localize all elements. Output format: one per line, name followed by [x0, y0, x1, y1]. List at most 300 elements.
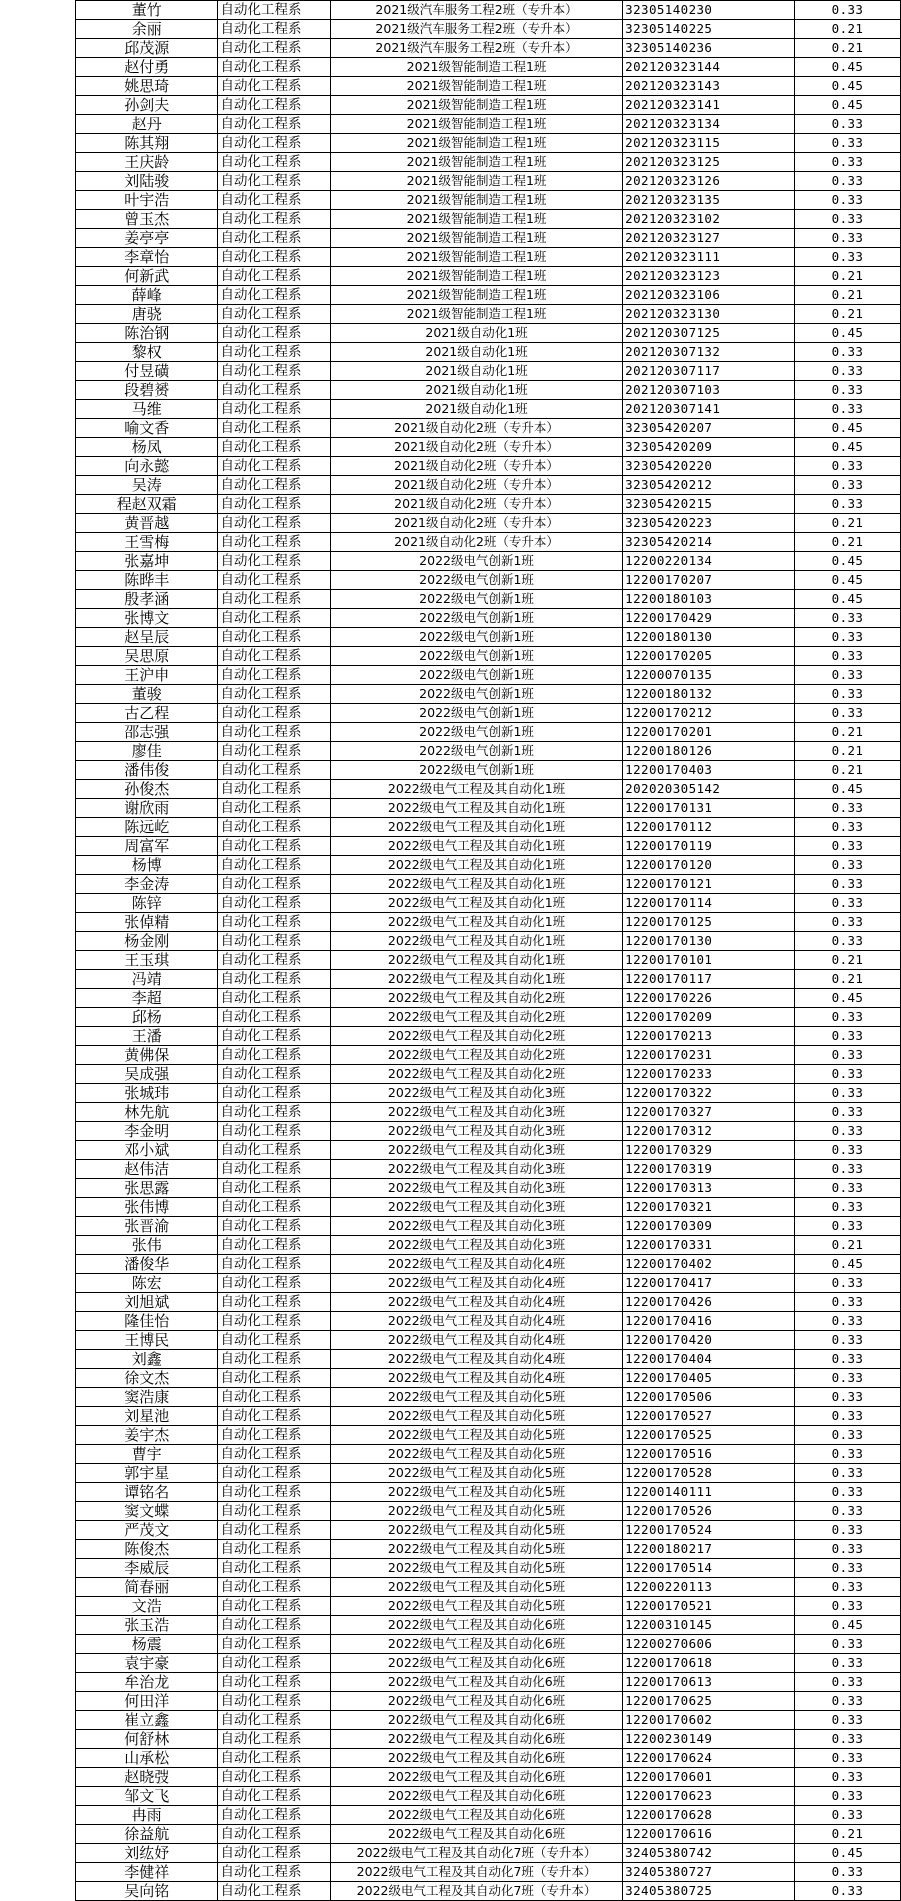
- score-cell: 0.33: [795, 1141, 901, 1160]
- name-cell: 陈治钢: [76, 324, 218, 343]
- student-id-cell: 12200170322: [623, 1084, 795, 1103]
- name-cell: 张伟: [76, 1236, 218, 1255]
- score-cell: 0.33: [795, 1179, 901, 1198]
- name-cell: 杨震: [76, 1635, 218, 1654]
- class-cell: 2022级电气工程及其自动化5班: [330, 1483, 622, 1502]
- name-cell: 赵付勇: [76, 58, 218, 77]
- score-cell: 0.33: [795, 1863, 901, 1882]
- table-row: [76, 1673, 901, 1692]
- score-cell: 0.33: [795, 1673, 901, 1692]
- table-row: [76, 704, 901, 723]
- table-row: [76, 1046, 901, 1065]
- score-cell: 0.33: [795, 1, 901, 20]
- name-cell: 严茂文: [76, 1521, 218, 1540]
- student-id-cell: 12200170331: [623, 1236, 795, 1255]
- name-cell: 何田洋: [76, 1692, 218, 1711]
- department-cell: 自动化工程系: [218, 970, 330, 989]
- student-id-cell: 12200220113: [623, 1578, 795, 1597]
- score-cell: 0.33: [795, 1882, 901, 1901]
- table-row: [76, 780, 901, 799]
- class-cell: 2022级电气工程及其自动化5班: [330, 1407, 622, 1426]
- class-cell: 2022级电气创新1班: [330, 552, 622, 571]
- score-cell: 0.33: [795, 856, 901, 875]
- name-cell: 李金明: [76, 1122, 218, 1141]
- name-cell: 喻文香: [76, 419, 218, 438]
- student-id-cell: 202120323141: [623, 96, 795, 115]
- class-cell: 2021级智能制造工程1班: [330, 96, 622, 115]
- student-id-cell: 202120307132: [623, 343, 795, 362]
- department-cell: 自动化工程系: [218, 1882, 330, 1901]
- score-cell: 0.21: [795, 723, 901, 742]
- department-cell: 自动化工程系: [218, 400, 330, 419]
- student-id-cell: 12200170403: [623, 761, 795, 780]
- table-row: [76, 1806, 901, 1825]
- name-cell: 邱茂源: [76, 39, 218, 58]
- score-cell: 0.33: [795, 1198, 901, 1217]
- score-cell: 0.33: [795, 1597, 901, 1616]
- class-cell: 2021级自动化1班: [330, 400, 622, 419]
- department-cell: 自动化工程系: [218, 495, 330, 514]
- student-id-cell: 32305420209: [623, 438, 795, 457]
- department-cell: 自动化工程系: [218, 799, 330, 818]
- department-cell: 自动化工程系: [218, 514, 330, 533]
- student-id-cell: 202120307141: [623, 400, 795, 419]
- class-cell: 2022级电气创新1班: [330, 742, 622, 761]
- class-cell: 2022级电气工程及其自动化3班: [330, 1236, 622, 1255]
- student-id-cell: 12200170526: [623, 1502, 795, 1521]
- department-cell: 自动化工程系: [218, 476, 330, 495]
- score-cell: 0.45: [795, 324, 901, 343]
- student-id-cell: 12200170528: [623, 1464, 795, 1483]
- table-row: [76, 1749, 901, 1768]
- department-cell: 自动化工程系: [218, 248, 330, 267]
- table-row: [76, 457, 901, 476]
- score-cell: 0.33: [795, 894, 901, 913]
- student-id-cell: 12200170131: [623, 799, 795, 818]
- name-cell: 张城玮: [76, 1084, 218, 1103]
- table-row: [76, 609, 901, 628]
- student-id-cell: 32305140230: [623, 1, 795, 20]
- table-row: [76, 1160, 901, 1179]
- department-cell: 自动化工程系: [218, 1654, 330, 1673]
- score-cell: 0.33: [795, 1654, 901, 1673]
- department-cell: 自动化工程系: [218, 1198, 330, 1217]
- name-cell: 牟治龙: [76, 1673, 218, 1692]
- student-id-cell: 202120323111: [623, 248, 795, 267]
- name-cell: 何新武: [76, 267, 218, 286]
- table-row: [76, 723, 901, 742]
- table-row: [76, 1483, 901, 1502]
- student-id-cell: 12200170120: [623, 856, 795, 875]
- class-cell: 2022级电气创新1班: [330, 704, 622, 723]
- department-cell: 自动化工程系: [218, 647, 330, 666]
- table-row: [76, 1578, 901, 1597]
- class-cell: 2021级自动化2班（专升本）: [330, 476, 622, 495]
- score-cell: 0.33: [795, 1540, 901, 1559]
- table-row: [76, 1711, 901, 1730]
- student-id-cell: 12200170101: [623, 951, 795, 970]
- student-id-cell: 202120323143: [623, 77, 795, 96]
- table-row: [76, 172, 901, 191]
- score-cell: 0.33: [795, 685, 901, 704]
- table-row: [76, 324, 901, 343]
- score-cell: 0.33: [795, 210, 901, 229]
- score-cell: 0.33: [795, 704, 901, 723]
- student-id-cell: 12200170601: [623, 1768, 795, 1787]
- class-cell: 2022级电气工程及其自动化2班: [330, 1046, 622, 1065]
- table-row: [76, 1, 901, 20]
- student-id-cell: 202120323125: [623, 153, 795, 172]
- student-id-cell: 12200170514: [623, 1559, 795, 1578]
- class-cell: 2021级智能制造工程1班: [330, 305, 622, 324]
- department-cell: 自动化工程系: [218, 1616, 330, 1635]
- department-cell: 自动化工程系: [218, 1274, 330, 1293]
- score-cell: 0.33: [795, 1445, 901, 1464]
- class-cell: 2021级智能制造工程1班: [330, 77, 622, 96]
- student-id-cell: 32305420215: [623, 495, 795, 514]
- score-cell: 0.33: [795, 1483, 901, 1502]
- class-cell: 2022级电气工程及其自动化5班: [330, 1388, 622, 1407]
- table-row: [76, 438, 901, 457]
- table-row: [76, 1692, 901, 1711]
- student-id-cell: 12200170524: [623, 1521, 795, 1540]
- table-row: [76, 1369, 901, 1388]
- table-row: [76, 495, 901, 514]
- department-cell: 自动化工程系: [218, 1122, 330, 1141]
- score-cell: 0.21: [795, 761, 901, 780]
- name-cell: 刘星池: [76, 1407, 218, 1426]
- score-cell: 0.33: [795, 932, 901, 951]
- score-cell: 0.33: [795, 1768, 901, 1787]
- department-cell: 自动化工程系: [218, 1445, 330, 1464]
- score-cell: 0.45: [795, 989, 901, 1008]
- department-cell: 自动化工程系: [218, 1350, 330, 1369]
- student-id-cell: 12200170114: [623, 894, 795, 913]
- student-id-cell: 12200170416: [623, 1312, 795, 1331]
- student-id-cell: 32405380727: [623, 1863, 795, 1882]
- department-cell: 自动化工程系: [218, 1635, 330, 1654]
- class-cell: 2022级电气工程及其自动化5班: [330, 1502, 622, 1521]
- department-cell: 自动化工程系: [218, 894, 330, 913]
- name-cell: 李章怡: [76, 248, 218, 267]
- score-cell: 0.33: [795, 1312, 901, 1331]
- table-row: [76, 1597, 901, 1616]
- student-id-cell: 202120323126: [623, 172, 795, 191]
- department-cell: 自动化工程系: [218, 381, 330, 400]
- name-cell: 吴向铭: [76, 1882, 218, 1901]
- class-cell: 2022级电气创新1班: [330, 761, 622, 780]
- class-cell: 2022级电气工程及其自动化6班: [330, 1768, 622, 1787]
- class-cell: 2022级电气创新1班: [330, 590, 622, 609]
- class-cell: 2022级电气工程及其自动化1班: [330, 799, 622, 818]
- student-id-cell: 12200170233: [623, 1065, 795, 1084]
- class-cell: 2021级自动化2班（专升本）: [330, 495, 622, 514]
- table-row: [76, 229, 901, 248]
- department-cell: 自动化工程系: [218, 723, 330, 742]
- score-cell: 0.33: [795, 1692, 901, 1711]
- student-id-cell: 202120323144: [623, 58, 795, 77]
- score-cell: 0.45: [795, 1844, 901, 1863]
- department-cell: 自动化工程系: [218, 609, 330, 628]
- student-id-cell: 32405380742: [623, 1844, 795, 1863]
- department-cell: 自动化工程系: [218, 1768, 330, 1787]
- department-cell: 自动化工程系: [218, 1597, 330, 1616]
- class-cell: 2021级自动化2班（专升本）: [330, 419, 622, 438]
- table-row: [76, 1464, 901, 1483]
- department-cell: 自动化工程系: [218, 343, 330, 362]
- class-cell: 2022级电气工程及其自动化4班: [330, 1331, 622, 1350]
- department-cell: 自动化工程系: [218, 1806, 330, 1825]
- department-cell: 自动化工程系: [218, 666, 330, 685]
- table-row: [76, 989, 901, 1008]
- score-cell: 0.45: [795, 419, 901, 438]
- name-cell: 黄晋越: [76, 514, 218, 533]
- student-id-cell: 32305420220: [623, 457, 795, 476]
- table-row: [76, 1008, 901, 1027]
- table-row: [76, 1844, 901, 1863]
- name-cell: 唐骁: [76, 305, 218, 324]
- score-cell: 0.33: [795, 1711, 901, 1730]
- name-cell: 陈远屹: [76, 818, 218, 837]
- department-cell: 自动化工程系: [218, 1312, 330, 1331]
- student-id-cell: 202120307117: [623, 362, 795, 381]
- name-cell: 赵伟洁: [76, 1160, 218, 1179]
- department-cell: 自动化工程系: [218, 742, 330, 761]
- department-cell: 自动化工程系: [218, 96, 330, 115]
- name-cell: 刘旭斌: [76, 1293, 218, 1312]
- name-cell: 张博文: [76, 609, 218, 628]
- class-cell: 2021级智能制造工程1班: [330, 248, 622, 267]
- name-cell: 邵志强: [76, 723, 218, 742]
- student-id-cell: 12200170623: [623, 1787, 795, 1806]
- score-cell: 0.33: [795, 476, 901, 495]
- table-row: [76, 153, 901, 172]
- name-cell: 山承松: [76, 1749, 218, 1768]
- class-cell: 2022级电气工程及其自动化7班（专升本）: [330, 1882, 622, 1901]
- class-cell: 2022级电气工程及其自动化3班: [330, 1141, 622, 1160]
- score-cell: 0.33: [795, 172, 901, 191]
- department-cell: 自动化工程系: [218, 191, 330, 210]
- name-cell: 黎权: [76, 343, 218, 362]
- score-cell: 0.33: [795, 1027, 901, 1046]
- student-id-cell: 12200170426: [623, 1293, 795, 1312]
- department-cell: 自动化工程系: [218, 1293, 330, 1312]
- table-row: [76, 533, 901, 552]
- student-id-cell: 12200170613: [623, 1673, 795, 1692]
- name-cell: 赵呈辰: [76, 628, 218, 647]
- name-cell: 简春丽: [76, 1578, 218, 1597]
- department-cell: 自动化工程系: [218, 1559, 330, 1578]
- department-cell: 自动化工程系: [218, 913, 330, 932]
- table-row: [76, 1730, 901, 1749]
- name-cell: 窦浩康: [76, 1388, 218, 1407]
- score-cell: 0.33: [795, 666, 901, 685]
- student-id-cell: 12200170313: [623, 1179, 795, 1198]
- class-cell: 2022级电气工程及其自动化1班: [330, 894, 622, 913]
- class-cell: 2022级电气工程及其自动化3班: [330, 1103, 622, 1122]
- name-cell: 冯靖: [76, 970, 218, 989]
- table-row: [76, 476, 901, 495]
- score-cell: 0.45: [795, 571, 901, 590]
- name-cell: 吴涛: [76, 476, 218, 495]
- student-id-cell: 202120307103: [623, 381, 795, 400]
- student-id-cell: 32305420223: [623, 514, 795, 533]
- score-cell: 0.33: [795, 1008, 901, 1027]
- table-row: [76, 1502, 901, 1521]
- table-row: [76, 913, 901, 932]
- department-cell: 自动化工程系: [218, 362, 330, 381]
- department-cell: 自动化工程系: [218, 210, 330, 229]
- student-id-cell: 12200270606: [623, 1635, 795, 1654]
- department-cell: 自动化工程系: [218, 1160, 330, 1179]
- name-cell: 陈宏: [76, 1274, 218, 1293]
- table-row: [76, 267, 901, 286]
- student-id-cell: 12200170516: [623, 1445, 795, 1464]
- class-cell: 2021级自动化2班（专升本）: [330, 438, 622, 457]
- score-cell: 0.33: [795, 799, 901, 818]
- name-cell: 王潘: [76, 1027, 218, 1046]
- name-cell: 马维: [76, 400, 218, 419]
- department-cell: 自动化工程系: [218, 1863, 330, 1882]
- name-cell: 殷孝涵: [76, 590, 218, 609]
- score-cell: 0.33: [795, 1559, 901, 1578]
- class-cell: 2021级汽车服务工程2班（专升本）: [330, 20, 622, 39]
- department-cell: 自动化工程系: [218, 685, 330, 704]
- score-cell: 0.33: [795, 1730, 901, 1749]
- name-cell: 谭铭名: [76, 1483, 218, 1502]
- class-cell: 2022级电气工程及其自动化6班: [330, 1673, 622, 1692]
- class-cell: 2022级电气工程及其自动化6班: [330, 1616, 622, 1635]
- class-cell: 2022级电气工程及其自动化1班: [330, 818, 622, 837]
- name-cell: 徐益航: [76, 1825, 218, 1844]
- department-cell: 自动化工程系: [218, 875, 330, 894]
- table-row: [76, 1065, 901, 1084]
- name-cell: 陈锌: [76, 894, 218, 913]
- name-cell: 杨博: [76, 856, 218, 875]
- student-id-cell: 12200170417: [623, 1274, 795, 1293]
- name-cell: 冉雨: [76, 1806, 218, 1825]
- name-cell: 姜宇杰: [76, 1426, 218, 1445]
- class-cell: 2022级电气工程及其自动化1班: [330, 913, 622, 932]
- table-row: [76, 191, 901, 210]
- table-row: [76, 1312, 901, 1331]
- class-cell: 2021级自动化2班（专升本）: [330, 457, 622, 476]
- name-cell: 吴成强: [76, 1065, 218, 1084]
- name-cell: 刘鑫: [76, 1350, 218, 1369]
- department-cell: 自动化工程系: [218, 1730, 330, 1749]
- student-id-cell: 202120323127: [623, 229, 795, 248]
- score-cell: 0.21: [795, 39, 901, 58]
- student-id-cell: 12200170119: [623, 837, 795, 856]
- department-cell: 自动化工程系: [218, 58, 330, 77]
- department-cell: 自动化工程系: [218, 856, 330, 875]
- class-cell: 2021级智能制造工程1班: [330, 286, 622, 305]
- table-row: [76, 39, 901, 58]
- class-cell: 2022级电气工程及其自动化6班: [330, 1730, 622, 1749]
- table-row: [76, 1521, 901, 1540]
- student-id-cell: 12200170112: [623, 818, 795, 837]
- department-cell: 自动化工程系: [218, 1844, 330, 1863]
- student-id-cell: 12200170525: [623, 1426, 795, 1445]
- table-row: [76, 343, 901, 362]
- student-id-cell: 12200170226: [623, 989, 795, 1008]
- table-row: [76, 1293, 901, 1312]
- department-cell: 自动化工程系: [218, 1578, 330, 1597]
- table-row: [76, 96, 901, 115]
- department-cell: 自动化工程系: [218, 1179, 330, 1198]
- department-cell: 自动化工程系: [218, 1521, 330, 1540]
- name-cell: 孙俊杰: [76, 780, 218, 799]
- score-cell: 0.33: [795, 647, 901, 666]
- class-cell: 2022级电气工程及其自动化7班（专升本）: [330, 1844, 622, 1863]
- table-row: [76, 951, 901, 970]
- table-row: [76, 1540, 901, 1559]
- department-cell: 自动化工程系: [218, 324, 330, 343]
- class-cell: 2022级电气工程及其自动化4班: [330, 1293, 622, 1312]
- student-id-cell: 12200170616: [623, 1825, 795, 1844]
- student-id-cell: 12200170309: [623, 1217, 795, 1236]
- score-cell: 0.21: [795, 305, 901, 324]
- score-cell: 0.33: [795, 1084, 901, 1103]
- score-cell: 0.21: [795, 970, 901, 989]
- score-cell: 0.33: [795, 1787, 901, 1806]
- class-cell: 2022级电气工程及其自动化1班: [330, 970, 622, 989]
- name-cell: 文浩: [76, 1597, 218, 1616]
- student-id-cell: 12200170209: [623, 1008, 795, 1027]
- table-row: [76, 286, 901, 305]
- class-cell: 2021级自动化2班（专升本）: [330, 514, 622, 533]
- name-cell: 杨金刚: [76, 932, 218, 951]
- class-cell: 2022级电气工程及其自动化6班: [330, 1635, 622, 1654]
- table-row: [76, 362, 901, 381]
- name-cell: 邹文飞: [76, 1787, 218, 1806]
- score-cell: 0.45: [795, 1255, 901, 1274]
- class-cell: 2022级电气工程及其自动化3班: [330, 1160, 622, 1179]
- name-cell: 吴思原: [76, 647, 218, 666]
- table-row: [76, 20, 901, 39]
- score-cell: 0.33: [795, 913, 901, 932]
- table-row: [76, 894, 901, 913]
- name-cell: 薛峰: [76, 286, 218, 305]
- name-cell: 赵晓弢: [76, 1768, 218, 1787]
- score-cell: 0.33: [795, 1217, 901, 1236]
- score-cell: 0.33: [795, 153, 901, 172]
- table-row: [76, 761, 901, 780]
- student-id-cell: 12200170201: [623, 723, 795, 742]
- student-id-cell: 202120323102: [623, 210, 795, 229]
- class-cell: 2022级电气工程及其自动化2班: [330, 1008, 622, 1027]
- department-cell: 自动化工程系: [218, 1673, 330, 1692]
- table-row: [76, 248, 901, 267]
- table-row: [76, 856, 901, 875]
- department-cell: 自动化工程系: [218, 1426, 330, 1445]
- department-cell: 自动化工程系: [218, 761, 330, 780]
- name-cell: 窦文蝶: [76, 1502, 218, 1521]
- student-id-cell: 12200170429: [623, 609, 795, 628]
- department-cell: 自动化工程系: [218, 77, 330, 96]
- table-row: [76, 818, 901, 837]
- class-cell: 2022级电气创新1班: [330, 609, 622, 628]
- class-cell: 2022级电气工程及其自动化5班: [330, 1464, 622, 1483]
- student-id-cell: 202120323135: [623, 191, 795, 210]
- class-cell: 2021级自动化1班: [330, 362, 622, 381]
- class-cell: 2022级电气工程及其自动化5班: [330, 1559, 622, 1578]
- score-cell: 0.33: [795, 1331, 901, 1350]
- name-cell: 袁宇豪: [76, 1654, 218, 1673]
- class-cell: 2022级电气工程及其自动化3班: [330, 1198, 622, 1217]
- name-cell: 杨凤: [76, 438, 218, 457]
- student-id-cell: 12200140111: [623, 1483, 795, 1502]
